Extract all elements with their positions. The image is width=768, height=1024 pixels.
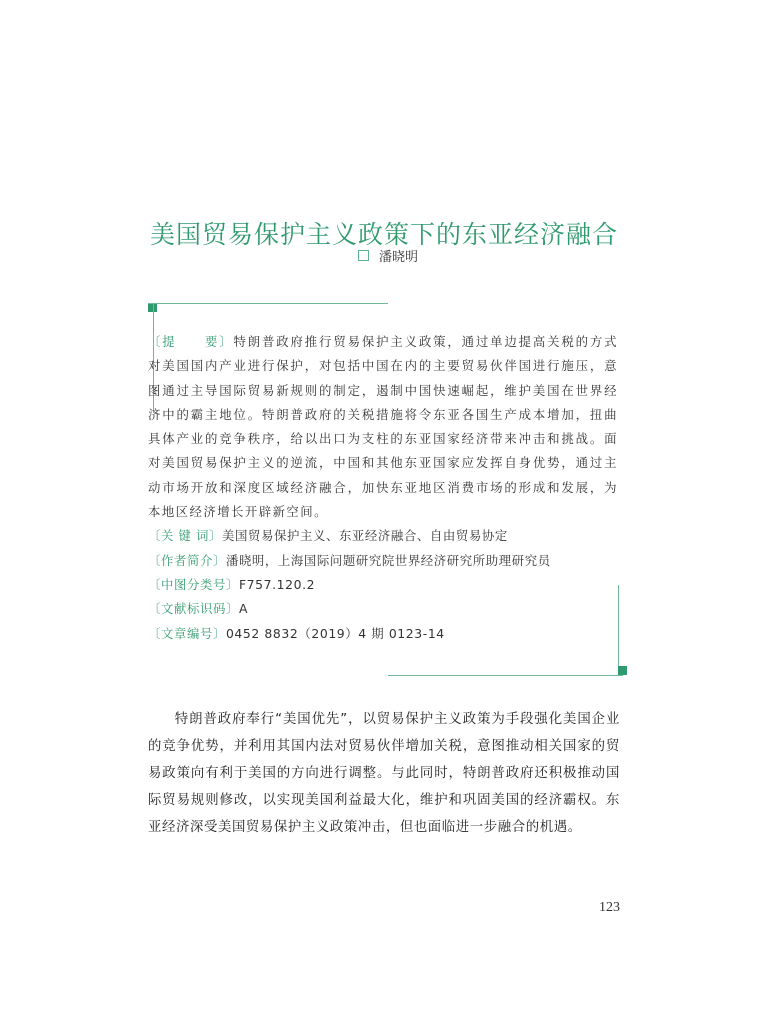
author-bio-label: 〔作者简介〕 [148, 552, 226, 568]
author-bio-line [148, 549, 618, 573]
abstract-label: 〔提 要〕 [148, 334, 234, 349]
article-no-text: 0452 8832（2019）4 期 0123-14 [225, 625, 445, 641]
article-title: 美国贸易保护主义政策下的东亚经济融合 [149, 219, 618, 249]
abstract-paragraph [148, 330, 618, 524]
body-text [148, 706, 620, 841]
bottom-right-square-icon [618, 666, 627, 675]
author-bio-text: 潘晓明，上海国际问题研究院世界经济研究所助理研究员 [225, 552, 551, 568]
doc-code-line [148, 597, 618, 621]
clc-label: 〔中图分类号〕 [148, 576, 239, 592]
keywords-text: 美国贸易保护主义、东亚经济融合、自由贸易协定 [222, 528, 508, 544]
clc-text: F757.120.2 [238, 576, 316, 592]
page-number: 123 [599, 900, 620, 915]
abstract-block [148, 330, 618, 646]
article-no-label: 〔文章编号〕 [148, 625, 226, 641]
bottom-rule [388, 675, 623, 676]
article-no-line [148, 622, 618, 646]
top-rule [148, 303, 388, 304]
body-paragraph: 特朗普政府奉行“美国优先”，以贸易保护主义政策为手段强化美国企业的竞争优势，并利用其国内法对贸易伙伴增加关税，意图推动相关国家的贸易政策向有利于美国的方向进行调整。与此同时，特朗普政府还积极推动国际贸易规则修改，以实现美国利益最大化，维护和巩固美国的经济霸权。东亚经济深受美国贸易保护主义政策冲击，但也面临进一步融合的机遇。 [148, 712, 620, 835]
keywords-line [148, 524, 618, 548]
doc-code-label: 〔文献标识码〕 [148, 601, 239, 617]
doc-code-text: A [238, 601, 249, 617]
right-rule [618, 585, 619, 671]
square-bullet-icon [358, 250, 369, 261]
author-line [358, 246, 418, 265]
abstract-text: 特朗普政府推行贸易保护主义政策，通过单边提高关税的方式对美国国内产业进行保护，对包括中国在内的主要贸易伙伴国进行施压，意图通过主导国际贸易新规则的制定，遏制中国快速崛起，维护美国在世界经济中的霸主地位。特朗普政府的关税措施将令东亚各国生产成本增加，扭曲具体产业的竞争秩序，给以出口为支柱的东亚国家经济带来冲击和挑战。面对美国贸易保护主义的逆流，中国和其他东亚国家应发挥自身优势，通过主动市场开放和深度区域经济融合，加快东亚地区消费市场的形成和发展，为本地区经济增长开辟新空间。 [148, 334, 618, 520]
keywords-label: 〔关 键 词〕 [148, 528, 223, 544]
author-name: 潘晓明 [379, 250, 419, 265]
clc-line [148, 573, 618, 597]
